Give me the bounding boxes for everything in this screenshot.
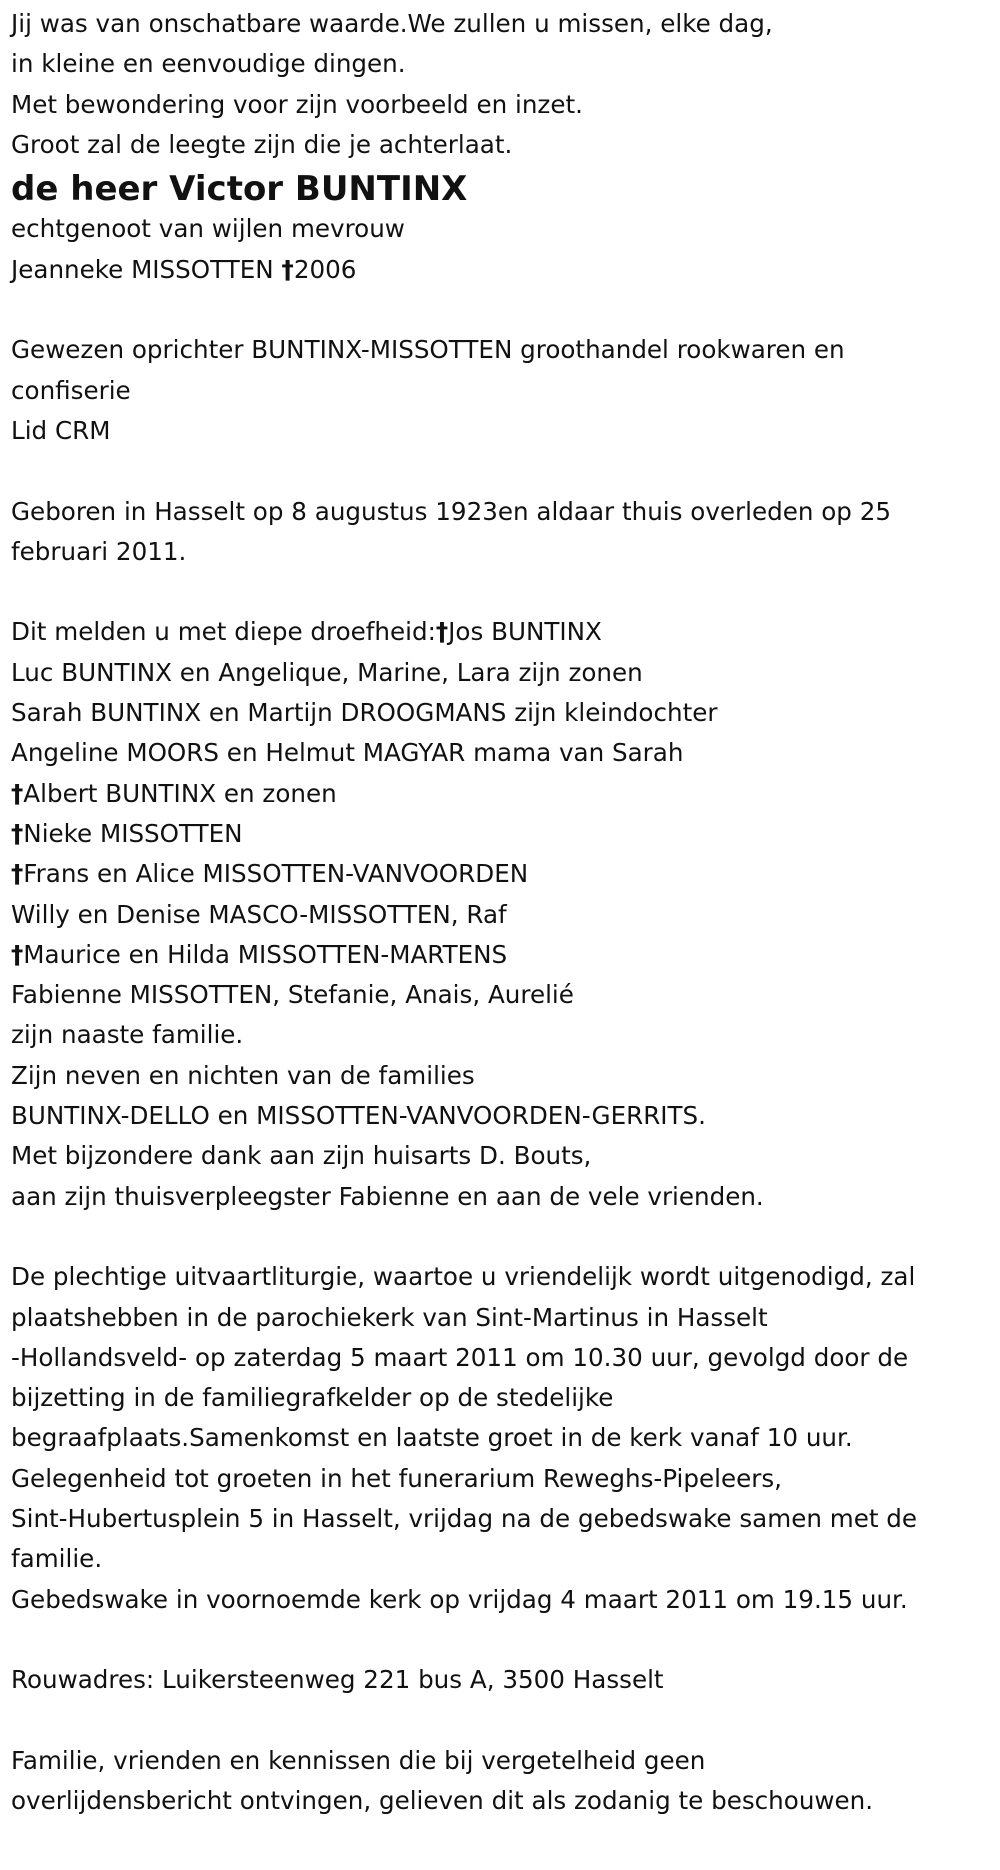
funeral-line: Sint-Hubertusplein 5 in Hasselt, vrijdag na de gebedswake samen met de: [11, 1503, 918, 1533]
family-line: Fabienne MISSOTTEN, Stefanie, Anais, Aurelié: [11, 980, 574, 1010]
poem-line: Groot zal de leegte zijn die je achterlaat.: [11, 129, 513, 159]
family-member: Maurice en Hilda MISSOTTEN-MARTENS: [23, 939, 508, 969]
family-member: Frans en Alice MISSOTTEN-VANVOORDEN: [23, 859, 529, 889]
birth-death: [11, 492, 996, 573]
funeral-line: plaatshebben in de parochiekerk van Sint-Martinus in Hasselt: [11, 1302, 768, 1332]
family-intro-text: Dit melden u met diepe droefheid:: [11, 617, 436, 647]
spouse-line: echtgenoot van wijlen mevrouw: [11, 214, 405, 244]
notice-line: Familie, vrienden en kennissen die bij vergetelheid geen: [11, 1745, 706, 1775]
family-member: Nieke MISSOTTEN: [23, 818, 243, 848]
cross-icon: †: [435, 617, 449, 647]
family-member: Jos BUNTINX: [448, 617, 602, 647]
mourning-address: Rouwadres: Luikersteenweg 221 bus A, 3500 Hasselt: [11, 1665, 664, 1695]
profession: [11, 330, 996, 451]
cross-icon: †: [281, 254, 294, 284]
family-line: BUNTINX-DELLO en MISSOTTEN-VANVOORDEN-GERRITS.: [11, 1101, 706, 1131]
obituary-document: [11, 4, 996, 1821]
family-line: Angeline MOORS en Helmut MAGYAR mama van Sarah: [11, 738, 684, 768]
birth-death-line: februari 2011.: [11, 536, 187, 566]
cross-icon: †: [11, 818, 24, 848]
funeral-line: familie.: [11, 1544, 103, 1574]
spouse-year: 2006: [293, 254, 357, 284]
family-line: Met bijzondere dank aan zijn huisarts D. Bouts,: [11, 1141, 592, 1171]
poem-line: Jij was van onschatbare waarde.We zullen u missen, elke dag,: [11, 9, 773, 38]
deceased-name: de heer Victor BUNTINX: [11, 169, 468, 210]
family-line: [11, 774, 996, 814]
profession-line: Gewezen oprichter BUNTINX-MISSOTTEN groothandel rookwaren en: [11, 335, 845, 365]
spouse-name-line: [11, 250, 996, 290]
family-line: [11, 814, 996, 854]
funeral-line: De plechtige uitvaartliturgie, waartoe u vriendelijk wordt uitgenodigd, zal: [11, 1262, 916, 1292]
family-line: [11, 935, 996, 975]
profession-line: Lid CRM: [11, 415, 111, 445]
profession-line: confiserie: [11, 375, 131, 405]
family-list: [11, 612, 996, 1216]
poem: [11, 4, 996, 165]
poem-line: in kleine en eenvoudige dingen.: [11, 49, 406, 79]
family-intro: [11, 612, 996, 652]
family-line: [11, 854, 996, 894]
notice-line: overlijdensbericht ontvingen, gelieven dit als zodanig te beschouwen.: [11, 1786, 874, 1816]
closing-notice: [11, 1741, 996, 1822]
family-line: Zijn neven en nichten van de families: [11, 1060, 475, 1090]
poem-line: Met bewondering voor zijn voorbeeld en inzet.: [11, 89, 583, 119]
family-line: zijn naaste familie.: [11, 1020, 244, 1050]
family-line: aan zijn thuisverpleegster Fabienne en aan de vele vrienden.: [11, 1181, 764, 1211]
family-line: Sarah BUNTINX en Martijn DROOGMANS zijn kleindochter: [11, 698, 718, 728]
spouse-name: Jeanneke MISSOTTEN: [11, 254, 274, 284]
funeral-details: [11, 1257, 996, 1620]
birth-death-line: Geboren in Hasselt op 8 augustus 1923en aldaar thuis overleden op 25: [11, 496, 891, 526]
cross-icon: †: [11, 859, 24, 889]
funeral-line: -Hollandsveld- op zaterdag 5 maart 2011 om 10.30 uur, gevolgd door de: [11, 1342, 909, 1372]
family-line: Willy en Denise MASCO-MISSOTTEN, Raf: [11, 899, 507, 929]
funeral-line: begraafplaats.Samenkomst en laatste groet in de kerk vanaf 10 uur.: [11, 1423, 853, 1453]
family-member: Albert BUNTINX en zonen: [23, 778, 337, 808]
family-line: Luc BUNTINX en Angelique, Marine, Lara zijn zonen: [11, 657, 643, 687]
cross-icon: †: [11, 939, 24, 969]
funeral-line: Gebedswake in voornoemde kerk op vrijdag 4 maart 2011 om 19.15 uur.: [11, 1584, 908, 1614]
funeral-line: bijzetting in de familiegrafkelder op de stedelijke: [11, 1383, 614, 1413]
cross-icon: †: [11, 778, 24, 808]
funeral-line: Gelegenheid tot groeten in het funerarium Reweghs-Pipeleers,: [11, 1463, 782, 1493]
